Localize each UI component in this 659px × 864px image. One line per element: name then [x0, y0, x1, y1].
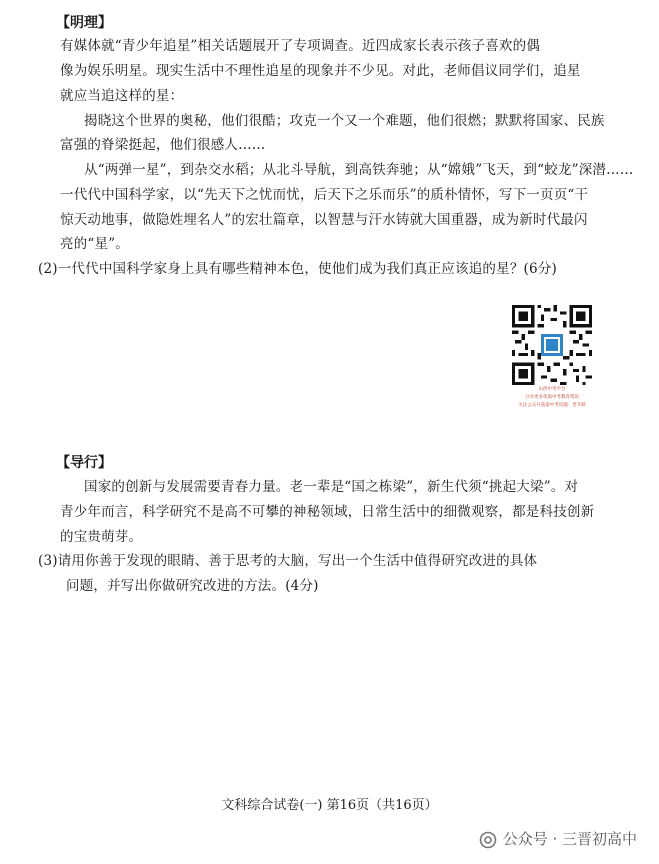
question-3-line: (3)请用你善于发现的眼睛、善于思考的大脑，写出一个生活中值得研究改进的具体: [38, 553, 538, 569]
paragraph-line: 从“两弹一星”，到杂交水稻；从北斗导航，到高铁奔驰；从“嫦娥”飞天，到“蛟龙”深潜……: [84, 162, 634, 178]
question-3-line: 问题，并写出你做研究改进的方法。(4分): [66, 578, 319, 594]
section-title-mingli: 【明理】: [56, 15, 112, 31]
question-2: (2)一代代中国科学家身上具有哪些精神本色，使他们成为我们真正应该追的星？(6分): [38, 261, 557, 277]
paragraph-line: 一代代中国科学家，以“先天下之忧而忧，后天下之乐而乐”的质朴情怀，写下一页页“干: [60, 187, 589, 203]
wechat-watermark: [479, 828, 637, 849]
paragraph-line: 亮的“星”。: [60, 236, 130, 252]
paragraph-line: 富强的脊梁挺起，他们很感人……: [60, 137, 266, 153]
wechat-official-account-icon: [479, 831, 497, 849]
paragraph-line: 揭晓这个世界的奥秘，他们很酷；攻克一个又一个难题，他们很燃；默默将国家、民族: [84, 113, 605, 129]
paragraph-line: 国家的创新与发展需要青春力量。老一辈是“国之栋梁”，新生代须“挑起大梁”。对: [84, 479, 579, 495]
watermark-text: 公众号 · 三晋初高中: [502, 830, 637, 848]
paragraph-line: 像为娱乐明星。现实生活中不理性追星的现象并不少见。对此，老师倡议同学们，追星: [60, 63, 581, 79]
paragraph-line: 青少年而言，科学研究不是高不可攀的神秘领域，日常生活中的细微观察，都是科技创新: [60, 504, 595, 520]
paragraph-line: 就应当追这样的星：: [60, 88, 184, 104]
qr-caption-line: 分享更多优质中考教育资讯: [525, 395, 579, 400]
paragraph-line: 有媒体就“青少年追星”相关话题展开了专项调查。近四成家长表示孩子喜欢的偶: [60, 38, 541, 54]
page-footer: 文科综合试卷(一) 第16页（共16页）: [221, 798, 438, 813]
paragraph-line: 的宝贵萌芽。: [60, 529, 143, 545]
qr-caption-line: 关注公众号获取中考试题：晋升路: [518, 403, 586, 408]
qr-code-image: [512, 305, 592, 385]
paragraph-line: 惊天动地事，做隐姓埋名人”的宏壮篇章，以智慧与汗水铸就大国重器，成为新时代最闪: [60, 212, 588, 228]
qr-code-block: [512, 305, 592, 409]
section-title-daoxing: 【导行】: [56, 455, 112, 471]
qr-caption-line: 山西中考平台: [538, 387, 566, 392]
